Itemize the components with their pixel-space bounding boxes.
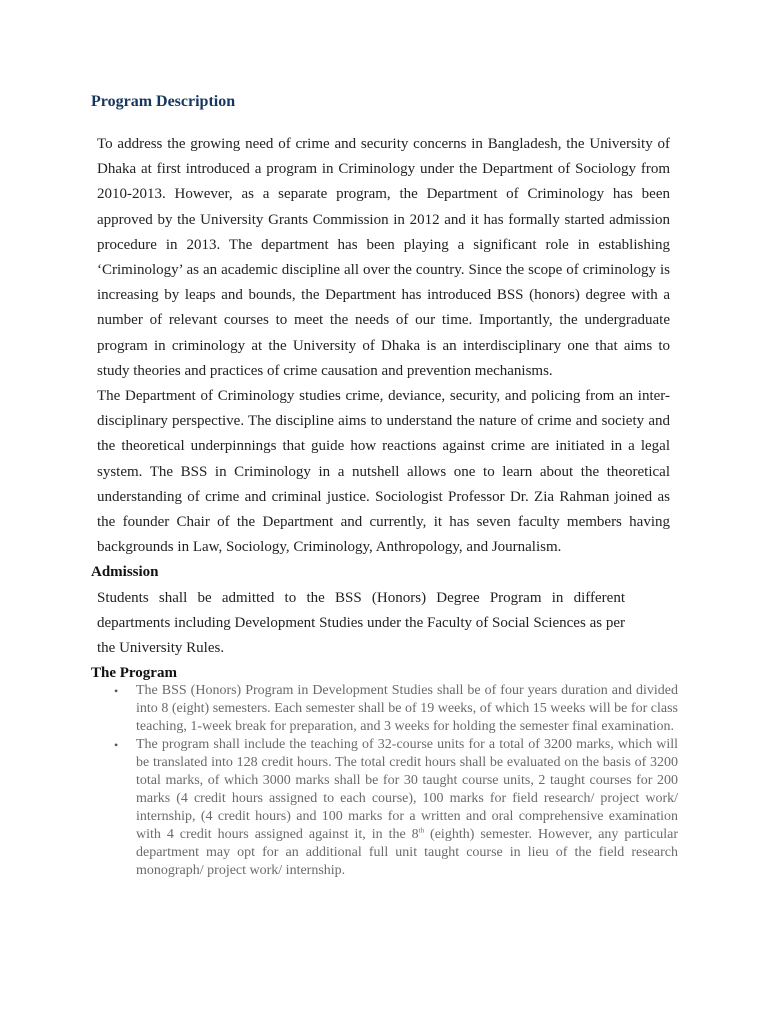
admission-heading: Admission [91,564,159,580]
bullet-icon: • [114,738,119,752]
admission-paragraph: Students shall be admitted to the BSS (Honors) Degree Program in different departments including Development Studies under the Faculty of Social Sciences as per the University Rules. [97,590,625,657]
description-paragraph-2: The Department of Criminology studies crime, deviance, security, and policing from an inter-disciplinary perspective. The discipline aims to understand the nature of crime and society and the theoretical underpinnings that guide how reactions against crime are initiated in a legal system. The BSS in Criminology in a nutshell allows one to learn about the theoretical understanding of crime and criminal justice. Sociologist Professor Dr. Zia Rahman joined as the founder Chair of the Department and currently, it has seven faculty members having backgrounds in Law, Sociology, Criminology, Anthropology, and Journalism. [97,388,670,556]
list-item-text-part2: (eighth) semester. However, any particular department may opt for an additional full unit taught course in lieu of the field research monograph/ project work/ internship. [136,827,679,878]
list-item [112,682,678,736]
list-item-text [136,737,678,878]
page-title: Program Description [91,93,236,110]
bullet-icon: • [114,684,119,698]
list-item-text-part1: The program shall include the teaching of 32-course units for a total of 3200 marks, which will be translated into 128 credit hours. The total credit hours shall be evaluated on the basis of 3200 total marks, of which 3000 marks shall be for 30 taught course units, 2 taught courses for 200 marks (4 credit hours assigned to each course), 100 marks for field research/ project work/ internship, (4 credit hours) and 100 marks for a written and oral comprehensive examination with 4 credit hours assigned against it, in the 8 [136,737,678,842]
superscript-ordinal: th [418,826,425,835]
description-paragraph-1: To address the growing need of crime and security concerns in Bangladesh, the University of Dhaka at first introduced a program in Criminology under the Department of Sociology from 2010-2013. However, as a separate program, the Department of Criminology has been approved by the University Grants Commission in 2012 and it has formally started admission procedure in 2013. The department has been playing a significant role in establishing ‘Criminology’ as an academic discipline all over the country. Since the scope of criminology is increasing by leaps and bounds, the Department has introduced BSS (honors) degree with a number of relevant courses to meet the needs of our time. Importantly, the undergraduate program in criminology at the University of Dhaka is an interdisciplinary one that aims to study theories and practices of crime causation and prevention mechanisms. [97,136,670,379]
list-item-text: The BSS (Honors) Program in Development Studies shall be of four years duration and divided into 8 (eight) semesters. Each semester shall be of 19 weeks, of which 15 weeks will be for class teaching, 1-week break for preparation, and 3 weeks for holding the semester final examination. [136,683,678,734]
program-heading: The Program [91,665,177,681]
program-list [112,682,678,880]
list-item [112,736,678,880]
